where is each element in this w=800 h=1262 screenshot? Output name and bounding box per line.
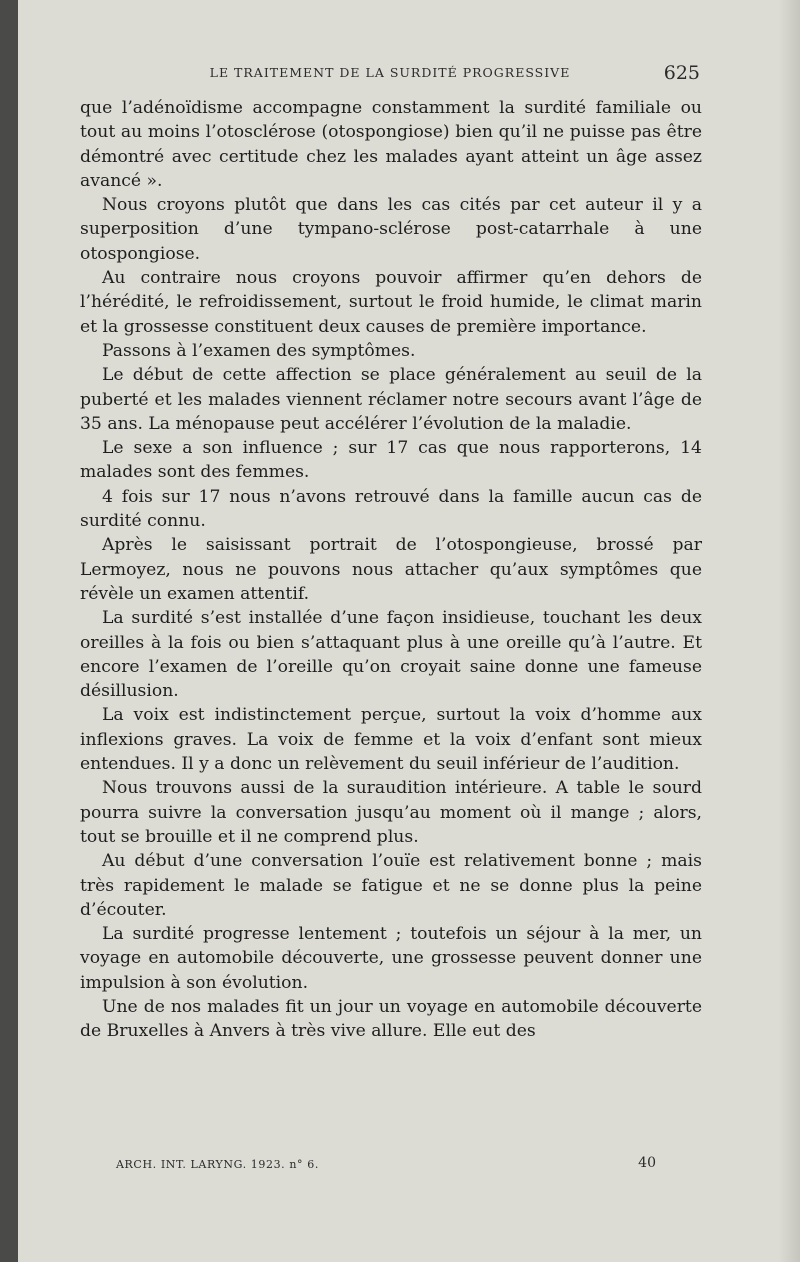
running-title: LE TRAITEMENT DE LA SURDITÉ PROGRESSIVE	[209, 65, 571, 80]
paragraph: Une de nos malades fit un jour un voyage en automobile découverte de Bruxelles à Anvers à très vive allure. Elle eut des	[80, 996, 702, 1042]
paragraph: Au début d’une conversation l’ouïe est relativement bonne ; mais très rapidement le malade se fatigue et ne se donne plus la peine d’écouter.	[80, 851, 702, 920]
paragraph: La voix est indistinctement perçue, surtout la voix d’homme aux inflexions graves. La voix de femme et la voix d’enfant sont mieux entendues. Il y a donc un relèvement du seuil inférieur de l’audition.	[80, 705, 702, 775]
paragraph: La surdité s’est installée d’une façon insidieuse, touchant les deux oreilles à la fois ou bien s’attaquant plus à une oreille qu’à l’autre. Et encore l’examen de l’oreille qu’on croyait saine donne une fameuse désillusion.	[80, 608, 702, 702]
body-text	[80, 96, 702, 1044]
paragraph: Passons à l’examen des symptômes.	[102, 340, 416, 361]
paragraph: 4 fois sur 17 nous n’avons retrouvé dans la famille aucun cas de surdité connu.	[80, 486, 702, 532]
sheet-number: 40	[638, 1155, 656, 1171]
paragraph: Nous trouvons aussi de la suraudition intérieure. A table le sourd pourra suivre la conversation jusqu’au moment où il mange ; alors, tout se brouille et il ne comprend plus.	[80, 778, 702, 847]
paragraph: Après le saisissant portrait de l’otospongieuse, brossé par Lermoyez, nous ne pouvons nous attacher qu’aux symptômes que révèle un examen attentif.	[80, 535, 702, 604]
book-page	[18, 0, 800, 1262]
paragraph: Au contraire nous croyons pouvoir affirmer qu’en dehors de l’hérédité, le refroidissement, surtout le froid humide, le climat marin et la grossesse constituent deux causes de première importance.	[80, 268, 702, 337]
paragraph: que l’adénoïdisme accompagne constamment la surdité familiale ou tout au moins l’otosclérose (otospongiose) bien qu’il ne puisse pas être démontré avec certitude chez les malades ayant atteint un âge assez avancé ».	[80, 98, 702, 191]
paragraph: Le début de cette affection se place généralement au seuil de la puberté et les malades viennent réclamer notre secours avant l’âge de 35 ans. La ménopause peut accélérer l’évolution de la maladie.	[80, 365, 702, 434]
running-header	[80, 62, 700, 84]
paragraph: Nous croyons plutôt que dans les cas cités par cet auteur il y a superposition d’une tympano-sclérose post-catarrhale à une otospongiose.	[80, 195, 702, 264]
paragraph: La surdité progresse lentement ; toutefois un séjour à la mer, un voyage en automobile découverte, une grossesse peuvent donner une impulsion à son évolution.	[80, 924, 702, 993]
signature-mark: ARCH. INT. LARYNG. 1923. n° 6.	[116, 1158, 319, 1171]
page-footer	[116, 1155, 656, 1175]
page-number: 625	[663, 62, 700, 84]
paragraph: Le sexe a son influence ; sur 17 cas que nous rapporterons, 14 malades sont des femmes.	[80, 438, 702, 483]
